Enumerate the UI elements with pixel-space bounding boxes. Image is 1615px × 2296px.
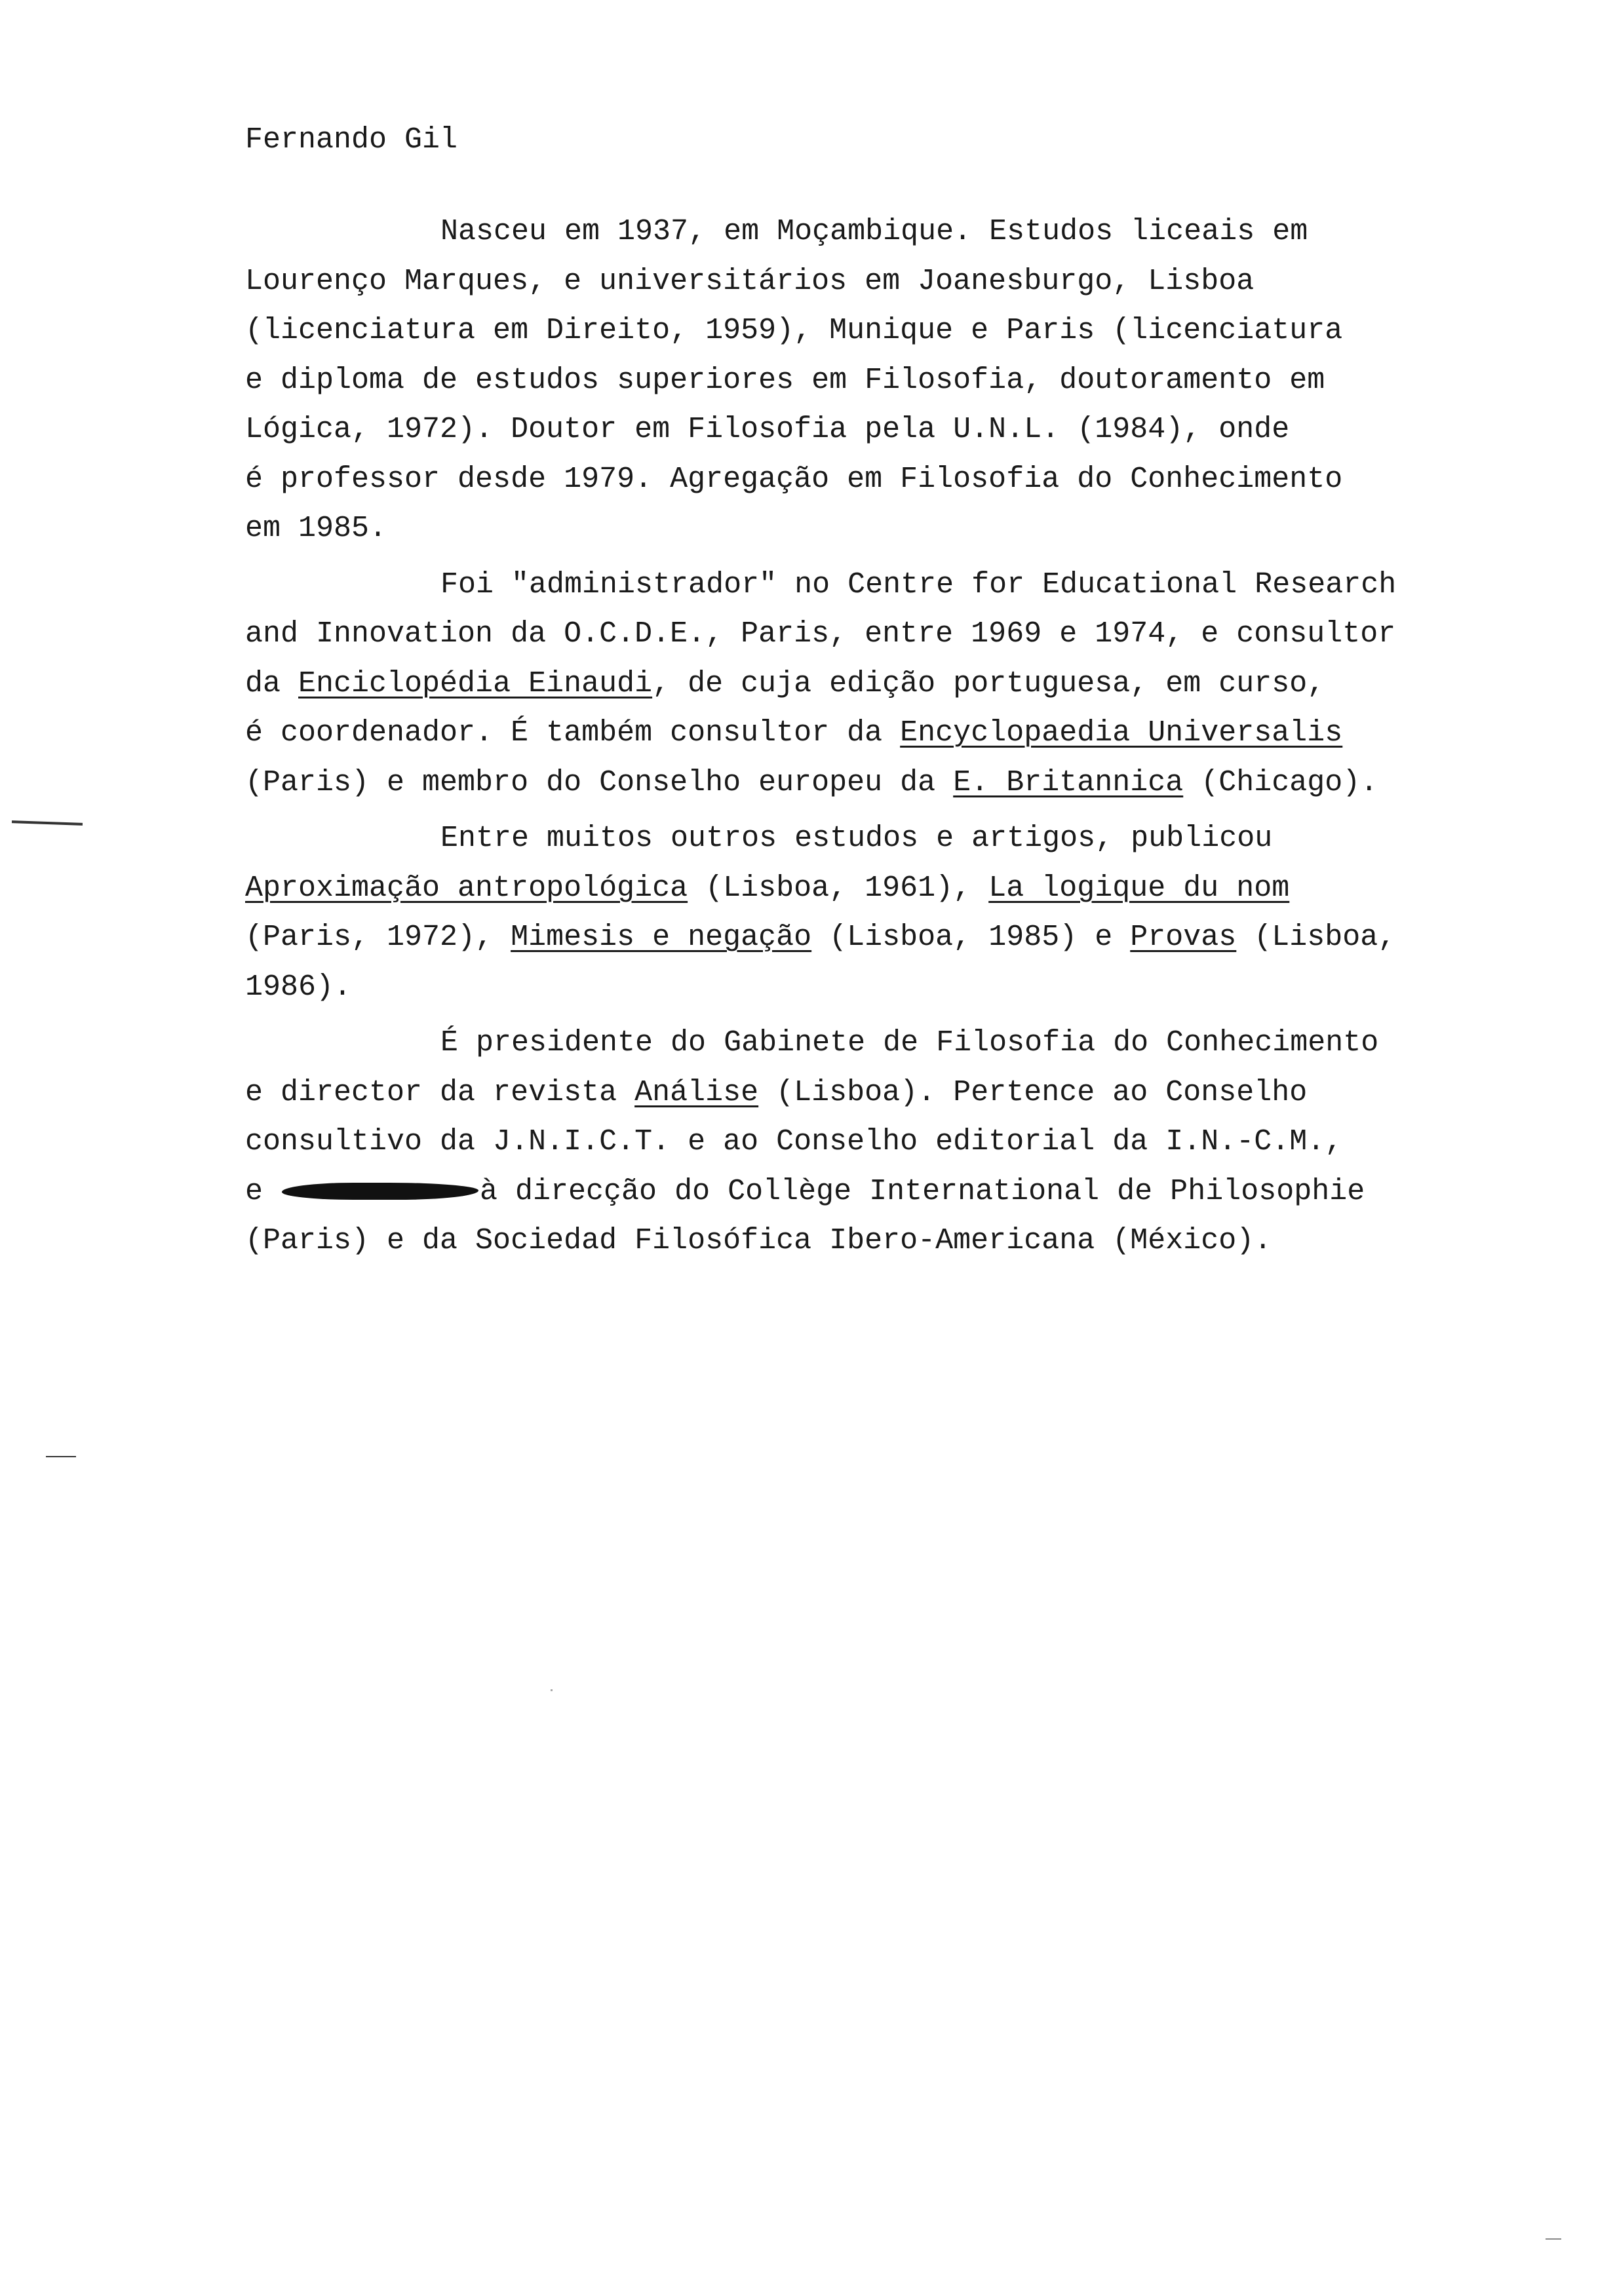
- text-line: [245, 1167, 1543, 1217]
- text-line: [245, 708, 1543, 758]
- text-line: [245, 814, 1543, 864]
- text-line: [245, 963, 1543, 1012]
- underlined-title: Provas: [1130, 921, 1237, 954]
- underlined-title: Enciclopédia Einaudi: [298, 666, 653, 700]
- text-segment: (Paris) e da Sociedad Filosófica Ibero-Americana (México).: [245, 1224, 1272, 1257]
- author-name: Fernando Gil: [245, 123, 458, 157]
- text-line: [245, 758, 1543, 808]
- text-segment: (Lisboa, 1985) e: [811, 921, 1131, 954]
- text-line: [245, 1018, 1543, 1068]
- text-segment: (Paris, 1972),: [245, 921, 511, 954]
- margin-mark: [46, 1456, 76, 1457]
- text-segment: é coordenador. É também consultor da: [245, 716, 901, 750]
- text-segment: e diploma de estudos superiores em Filosofia, doutoramento em: [245, 363, 1325, 397]
- text-segment: (Lisboa, 1961),: [688, 871, 989, 905]
- text-segment: e director da revista: [245, 1075, 635, 1109]
- text-line: [245, 356, 1543, 406]
- text-segment: (Lisboa). Pertence ao Conselho: [758, 1075, 1308, 1109]
- margin-mark: [12, 820, 83, 826]
- text-segment: consultivo da J.N.I.C.T. e ao Conselho editorial da I.N.-C.M.,: [245, 1125, 1343, 1158]
- paragraph: [245, 560, 1543, 808]
- text-segment: (Paris) e membro do Conselho europeu da: [245, 765, 954, 799]
- text-segment: and Innovation da O.C.D.E., Paris, entre 1969 e 1974, e consultor: [245, 617, 1396, 651]
- text-line: [245, 207, 1543, 257]
- underlined-title: E. Britannica: [953, 765, 1184, 799]
- redaction-mark: [282, 1183, 478, 1200]
- text-line: [245, 864, 1543, 913]
- text-line: [245, 1068, 1543, 1118]
- text-segment: , de cuja edição portuguesa, em curso,: [652, 666, 1325, 700]
- text-segment: (licenciatura em Direito, 1959), Munique e Paris (licenciatura: [245, 314, 1343, 347]
- underlined-title: Análise: [634, 1075, 759, 1109]
- text-line: [245, 560, 1543, 610]
- text-line: [245, 659, 1543, 709]
- text-segment: é professor desde 1979. Agregação em Filosofia do Conhecimento: [245, 462, 1343, 496]
- text-line: [245, 1216, 1543, 1266]
- text-line: [245, 257, 1543, 307]
- text-line: [245, 504, 1543, 554]
- text-segment: Lógica, 1972). Doutor em Filosofia pela U.N.L. (1984), onde: [245, 413, 1290, 446]
- text-line: [245, 913, 1543, 963]
- underlined-title: Aproximação antropológica: [245, 871, 688, 905]
- underlined-title: Mimesis e negação: [511, 921, 812, 954]
- text-segment: e: [245, 1174, 281, 1208]
- text-line: [245, 609, 1543, 659]
- text-segment: Lourenço Marques, e universitários em Joanesburgo, Lisboa: [245, 264, 1255, 298]
- underlined-title: La logique du nom: [988, 871, 1290, 905]
- text-segment: Entre muitos outros estudos e artigos, publicou: [440, 822, 1273, 855]
- underlined-title: Encyclopaedia Universalis: [900, 716, 1343, 750]
- text-segment: (Chicago).: [1183, 765, 1378, 799]
- paragraph: [245, 1018, 1543, 1266]
- text-segment: Foi "administrador" no Centre for Educational Research: [440, 567, 1397, 602]
- margin-mark: [1546, 2238, 1561, 2240]
- text-segment: da: [245, 666, 299, 700]
- paragraph: [245, 207, 1543, 554]
- biography-text: [245, 207, 1543, 1272]
- paper-speck: [551, 1689, 553, 1691]
- text-line: [245, 306, 1543, 356]
- text-segment: 1986).: [245, 970, 352, 1004]
- text-segment: (Lisboa,: [1236, 921, 1396, 954]
- text-line: [245, 405, 1543, 455]
- text-segment: Nasceu em 1937, em Moçambique. Estudos liceais em: [440, 215, 1308, 248]
- text-line: [245, 455, 1543, 505]
- text-segment: É presidente do Gabinete de Filosofia do Conhecimento: [440, 1026, 1379, 1060]
- text-segment: à direcção do Collège International de Philosophie: [480, 1174, 1365, 1208]
- text-segment: em 1985.: [245, 512, 387, 545]
- text-line: [245, 1117, 1543, 1167]
- paragraph: [245, 814, 1543, 1012]
